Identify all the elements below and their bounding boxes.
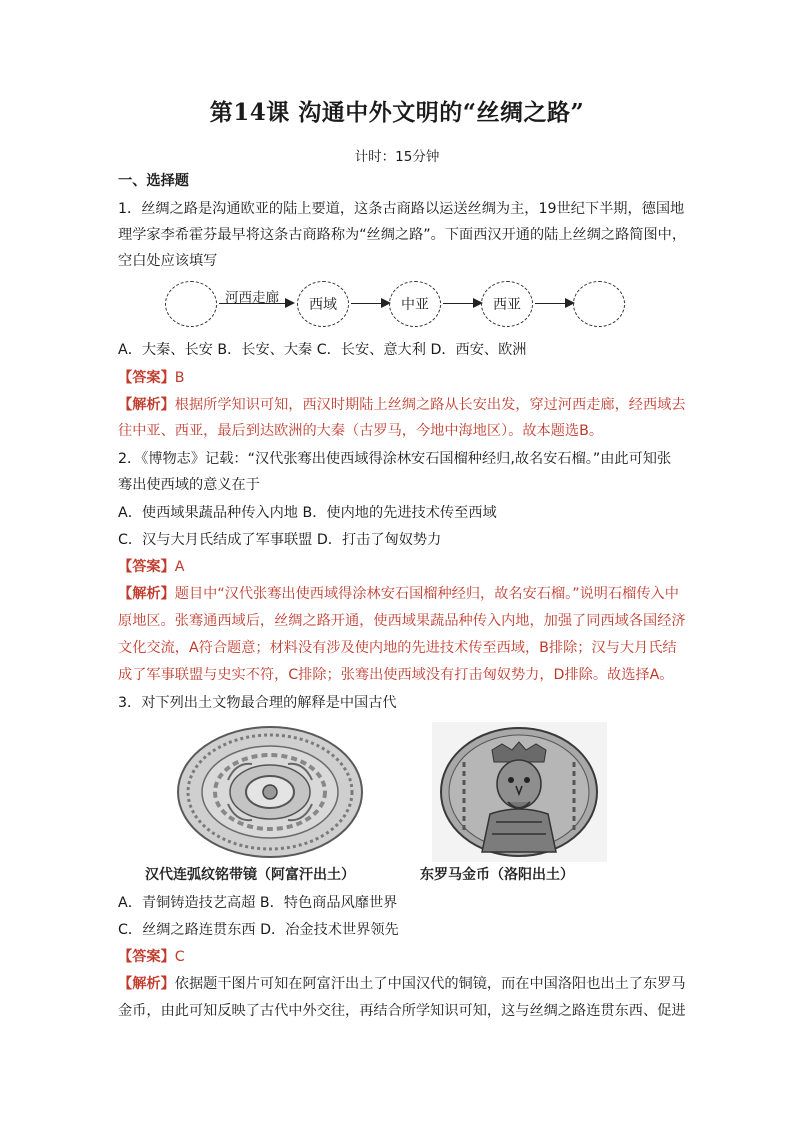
diagram-arrow xyxy=(443,303,481,304)
q1-line-2: 理学家李希霍芬最早将这条古商路称为“丝绸之路”。下面西汉开通的陆上丝绸之路简图中， xyxy=(118,227,687,243)
figure-caption-coin: 东罗马金币（洛阳出土） xyxy=(420,867,574,883)
diagram-node-xiya: 西亚 xyxy=(481,281,533,327)
diagram-node-blank-start xyxy=(165,281,217,327)
bronze-mirror-icon xyxy=(140,722,400,862)
gold-coin-icon xyxy=(412,722,622,862)
diagram-arrow-label: 河西走廊 xyxy=(225,290,279,306)
q3-line-1: 3．对下列出土文物最合理的解释是中国古代 xyxy=(118,695,397,711)
q2-analysis-line-3: 文化交流，A符合题意；材料没有涉及使内地的先进技术传至西域，B排除；汉与大月氏结 xyxy=(118,640,677,656)
figure-gold-coin xyxy=(412,722,622,892)
q3-option-line-2: C．丝绸之路连贯东西 D．冶金技术世界领先 xyxy=(118,922,399,938)
silk-road-diagram xyxy=(165,278,625,333)
answer-value: B xyxy=(174,370,185,386)
diagram-node-xiyu: 西域 xyxy=(297,281,349,327)
diagram-node-zhongya: 中亚 xyxy=(389,281,441,327)
q1-analysis-line-1 xyxy=(118,396,688,414)
analysis-tag: 【解析】 xyxy=(118,976,175,992)
analysis-tag: 【解析】 xyxy=(118,397,175,413)
timer-text: 计时：15分钟 xyxy=(354,149,440,165)
q3-answer xyxy=(118,948,688,966)
q2-answer xyxy=(118,558,688,576)
analysis-text: 题目中“汉代张骞出使西域得涂林安石国榴种经归，故名安石榴。”说明石榴传入中 xyxy=(174,586,679,602)
q1-line-1: 1．丝绸之路是沟通欧亚的陆上要道，这条古商路以运送丝绸为主，19世纪下半期，德国地 xyxy=(118,201,685,217)
answer-tag: 【答案】 xyxy=(118,559,175,575)
q2-line-2: 骞出使西域的意义在于 xyxy=(118,477,260,493)
q1-analysis-line-2: 往中亚、西亚，最后到达欧洲的大秦（古罗马，今地中海地区）。故本题选B。 xyxy=(118,423,604,439)
q2-analysis-line-2: 原地区。张骞通西域后，丝绸之路开通，使西域果蔬品种传入内地，加强了同西域各国经济 xyxy=(118,613,686,629)
q2-analysis-line-4: 成了军事联盟与史实不符，C排除；张骞出使西域没有打击匈奴势力，D排除。故选择A。 xyxy=(118,667,674,683)
answer-tag: 【答案】 xyxy=(118,949,175,965)
analysis-text: 根据所学知识可知，西汉时期陆上丝绸之路从长安出发，穿过河西走廊，经西域去 xyxy=(174,397,686,413)
q2-analysis-line-1 xyxy=(118,585,688,603)
figure-caption-mirror: 汉代连弧纹铭带镜（阿富汗出土） xyxy=(145,867,355,883)
analysis-text: 依据题干图片可知在阿富汗出土了中国汉代的铜镜，而在中国洛阳也出土了东罗马 xyxy=(174,976,686,992)
q2-option-line-1: A．使西域果蔬品种传入内地 B．使内地的先进技术传至西域 xyxy=(118,505,497,521)
figure-bronze-mirror xyxy=(140,722,400,892)
analysis-tag: 【解析】 xyxy=(118,586,175,602)
q3-option-line-1: A．青铜铸造技艺高超 B．特色商品风靡世界 xyxy=(118,895,398,911)
page-title: 第14课 沟通中外文明的“丝绸之路” xyxy=(209,99,585,126)
diagram-arrow xyxy=(535,303,573,304)
q2-option-line-2: C．汉与大月氏结成了军事联盟 D．打击了匈奴势力 xyxy=(118,532,442,548)
diagram-node-blank-end xyxy=(573,281,625,327)
section-heading: 一、选择题 xyxy=(118,173,189,189)
q2-line-1: 2．《博物志》记载：“汉代张骞出使西域得涂林安石国榴种经归,故名安石榴。”由此可知张 xyxy=(118,451,672,467)
q3-analysis-line-1 xyxy=(118,975,688,993)
diagram-arrow xyxy=(351,303,389,304)
q3-analysis-line-2: 金币，由此可知反映了古代中外交往，再结合所学知识可知，这与丝绸之路连贯东西、促进 xyxy=(118,1003,686,1019)
q1-answer xyxy=(118,369,688,387)
q1-line-3: 空白处应该填写 xyxy=(118,253,218,269)
q1-options: A．大秦、长安 B．长安、大秦 C．长安、意大利 D．西安、欧洲 xyxy=(118,342,527,358)
answer-tag: 【答案】 xyxy=(118,370,175,386)
answer-value: C xyxy=(174,949,185,965)
answer-value: A xyxy=(174,559,185,575)
